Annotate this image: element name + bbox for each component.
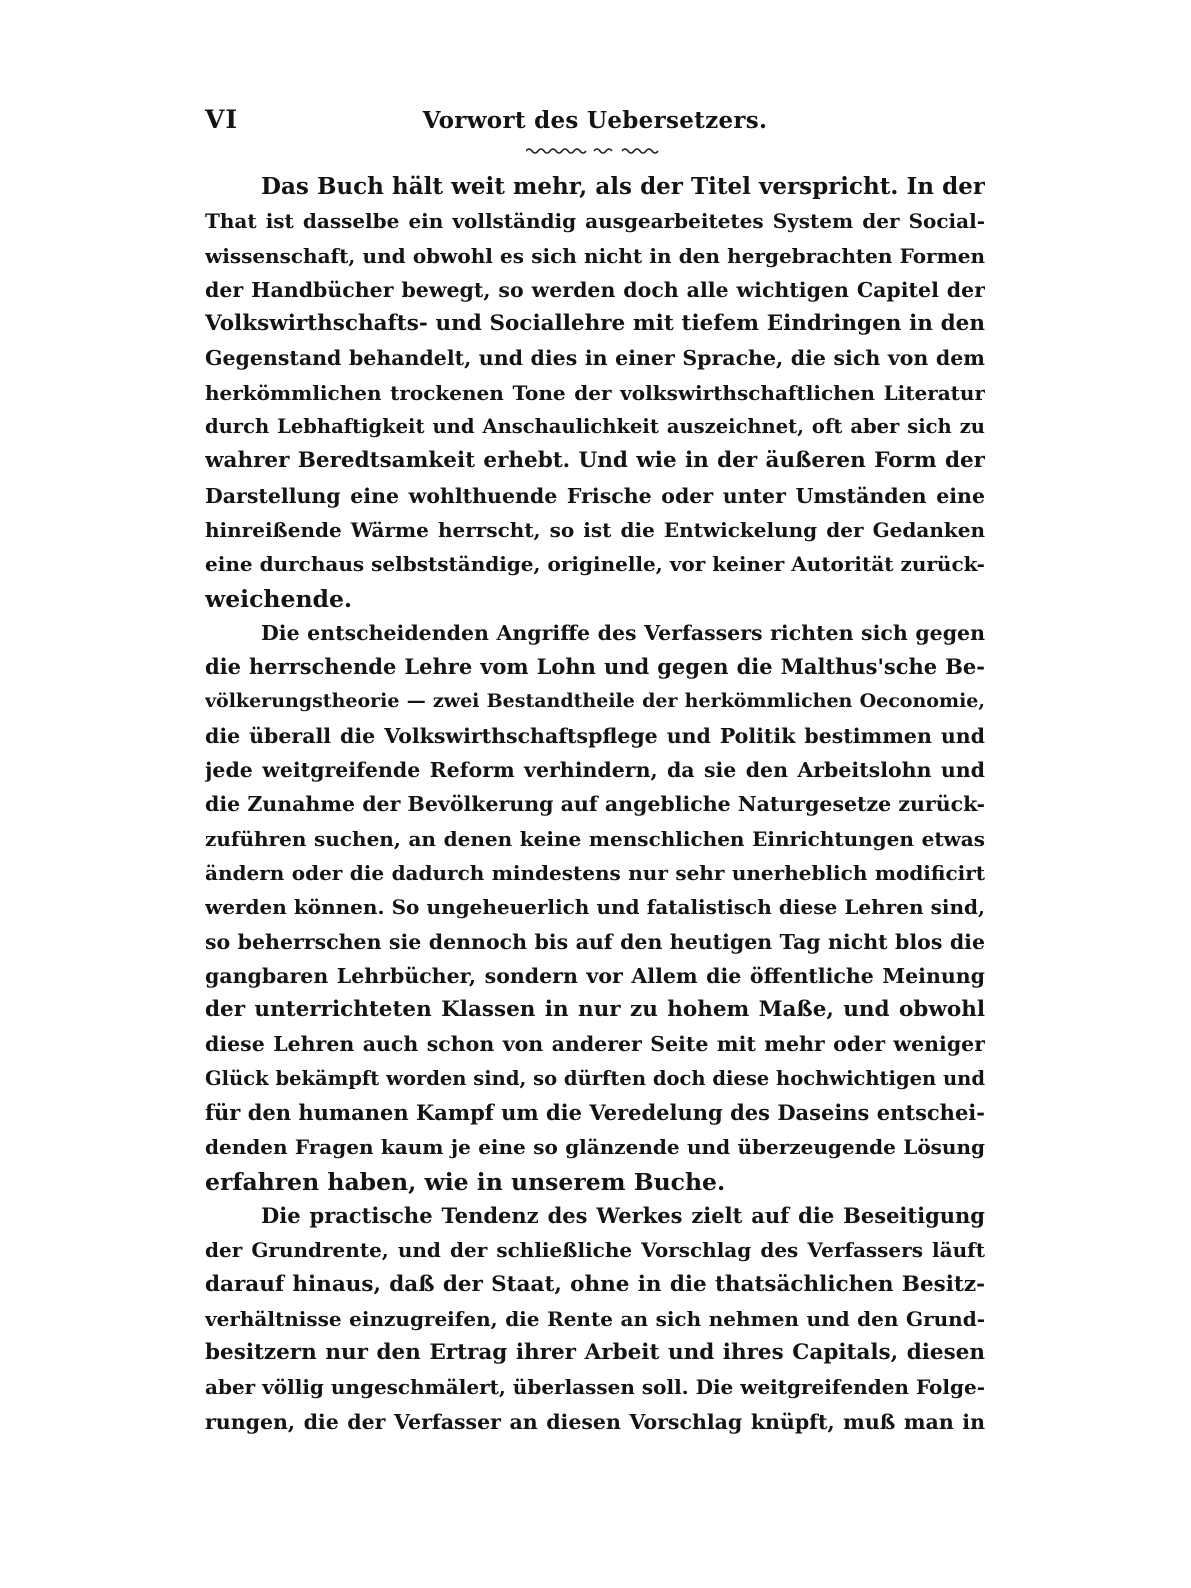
- text-line: Darstellung eine wohlthuende Frische oder unter Umständen eine: [205, 483, 985, 508]
- paragraph-3: [205, 1199, 985, 1439]
- text-line: Volkswirthschafts- und Sociallehre mit tiefem Eindringen in den: [205, 311, 985, 337]
- text-line: rungen, die der Verfasser an diesen Vorschlag knüpft, muß man in: [205, 1409, 985, 1434]
- text-line: verhältnisse einzugreifen, die Rente an sich nehmen und den Grund-: [205, 1306, 985, 1331]
- text-line: Die practische Tendenz des Werkes zielt auf die Beseitigung: [261, 1202, 985, 1228]
- text-line: wissenschaft, und obwohl es sich nicht in den hergebrachten Formen: [205, 243, 985, 268]
- text-line: besitzern nur den Ertrag ihrer Arbeit und ihres Capitals, diesen: [205, 1340, 985, 1366]
- text-line: gangbaren Lehrbücher, sondern vor Allem die öffentliche Meinung: [205, 963, 985, 988]
- text-line: zuführen suchen, an denen keine menschlichen Einrichtungen etwas: [205, 826, 985, 851]
- text-line: der Grundrente, und der schließliche Vorschlag des Verfassers läuft: [205, 1238, 985, 1263]
- text-line: diese Lehren auch schon von anderer Seite mit mehr oder weniger: [205, 1032, 985, 1057]
- text-line: werden können. So ungeheuerlich und fatalistisch diese Lehren sind,: [205, 895, 985, 920]
- text-line: Gegenstand behandelt, und dies in einer Sprache, die sich von dem: [205, 346, 985, 371]
- paragraph-1: [205, 170, 985, 616]
- text-line: darauf hinaus, daß der Staat, ohne in die thatsächlichen Besitz-: [205, 1271, 985, 1297]
- paragraph-2: [205, 616, 985, 1199]
- text-line: herkömmlichen trockenen Tone der volkswirthschaftlichen Literatur: [205, 380, 985, 405]
- text-line: die Zunahme der Bevölkerung auf angebliche Naturgesetze zurück-: [205, 792, 985, 817]
- body-text: [205, 170, 985, 1439]
- page-number: VI: [205, 105, 239, 134]
- text-line: eine durchaus selbstständige, originelle, vor keiner Autorität zurück-: [205, 552, 985, 577]
- text-line: That ist dasselbe ein vollständig ausgearbeitetes System der Social-: [205, 209, 985, 234]
- text-line: der Handbücher bewegt, so werden doch alle wichtigen Capitel der: [205, 277, 985, 302]
- text-line: jede weitgreifende Reform verhindern, da sie den Arbeitslohn und: [205, 758, 985, 783]
- text-line: aber völlig ungeschmälert, überlassen soll. Die weitgreifenden Folge-: [205, 1375, 985, 1400]
- text-line: die überall die Volkswirthschaftspflege und Politik bestimmen und: [205, 723, 985, 748]
- running-title: Vorwort des Uebersetzers.: [422, 107, 768, 134]
- text-line: durch Lebhaftigkeit und Anschaulichkeit auszeichnet, oft aber sich zu: [205, 415, 985, 439]
- page-header: [205, 105, 985, 145]
- text-line: wahrer Beredtsamkeit erhebt. Und wie in der äußeren Form der: [205, 448, 985, 474]
- text-line: denden Fragen kaum je eine so glänzende und überzeugende Lösung: [205, 1135, 985, 1160]
- text-line: die herrschende Lehre vom Lohn und gegen die Malthus'sche Be-: [205, 654, 985, 680]
- text-line: ändern oder die dadurch mindestens nur sehr unerheblich modificirt: [205, 860, 985, 885]
- text-line: weichende.: [205, 584, 353, 613]
- text-line: so beherrschen sie dennoch bis auf den heutigen Tag nicht blos die: [205, 929, 985, 954]
- text-line: Das Buch hält weit mehr, als der Titel verspricht. In der: [261, 173, 985, 200]
- text-line: Glück bekämpft worden sind, so dürften doch diese hochwichtigen und: [205, 1066, 985, 1090]
- text-line: hinreißende Wärme herrscht, so ist die Entwickelung der Gedanken: [205, 517, 985, 542]
- text-line: der unterrichteten Klassen in nur zu hohem Maße, und obwohl: [205, 997, 985, 1023]
- text-line: für den humanen Kampf um die Veredelung des Daseins entschei-: [205, 1100, 985, 1126]
- text-line: Die entscheidenden Angriffe des Verfassers richten sich gegen: [261, 620, 985, 645]
- text-line: völkerungstheorie — zwei Bestandtheile der herkömmlichen Oeconomie,: [205, 690, 985, 713]
- text-line: erfahren haben, wie in unserem Buche.: [205, 1167, 726, 1196]
- header-ornament: [526, 145, 662, 157]
